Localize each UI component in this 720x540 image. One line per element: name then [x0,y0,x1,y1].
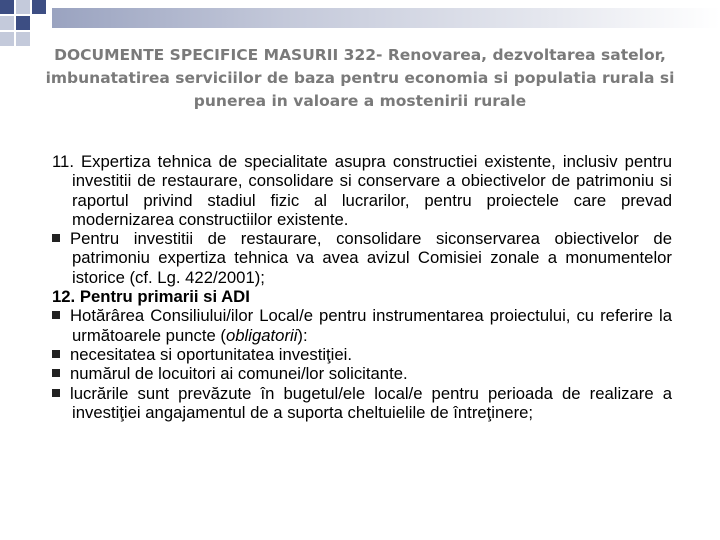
bullet-text-end: ): [297,325,308,345]
bullet-item [52,229,672,287]
item-12 [52,287,672,306]
square-bullet-icon [52,369,60,377]
square-light [0,16,14,30]
bullet-item [52,364,672,383]
item-12-text: 12. Pentru primarii si ADI [52,287,250,307]
square-light [0,32,14,46]
square-bullet-icon [52,350,60,358]
slide-body [52,152,672,422]
item-11-text: . Expertiza tehnica de specialitate asupra constructiei existente, inclusiv pentru investitii de restaurare, consolidare si conservare a obiectivelor de patrimoniu si raportul privind stadiul fizic al lucrarilor, pentru proiectele care prevad modernizarea constructiilor existente. [69,152,672,229]
item-11-number: 11 [52,152,70,171]
bullet-text: lucrările sunt prevăzute în bugetul/ele local/e pentru perioada de realizare a investiţiei angajamentul de a suporta cheltuielile de întreţinere; [70,383,672,422]
item-11 [52,152,672,229]
bullet-text: numărul de locuitori ai comunei/lor solicitante. [70,364,408,384]
bullet-item [52,384,672,423]
slide-title: DOCUMENTE SPECIFICE MASURII 322- Renovarea, dezvoltarea satelor, imbunatatirea serviciilor de baza pentru economia si populatia rurala si punerea in valoare a mostenirii rurale [45,46,675,110]
bullet-item [52,345,672,364]
square-dark [16,16,30,30]
bullet-italic-text: obligatorii [225,325,298,345]
square-bullet-icon [52,311,60,319]
bullet-text: Hotărârea Consiliului/ilor Local/e pentru instrumentarea proiectului, cu referire la următoarele puncte ( [70,306,672,345]
bullet-item [52,306,672,345]
bullet-text: Pentru investitii de restaurare, consolidare siconservarea obiectivelor de patrimoniu expertiza tehnica va avea avizul Comisiei zonale a monumentelor istorice (cf. Lg. 422/2001); [70,229,672,287]
square-light [16,32,30,46]
square-light [16,0,30,14]
square-bullet-icon [52,389,60,397]
header-band [52,8,720,28]
square-dark [0,0,14,14]
bullet-text: necesitatea si oportunitatea investiţiei. [70,344,353,364]
square-bullet-icon [52,234,60,242]
square-dark [32,0,46,14]
